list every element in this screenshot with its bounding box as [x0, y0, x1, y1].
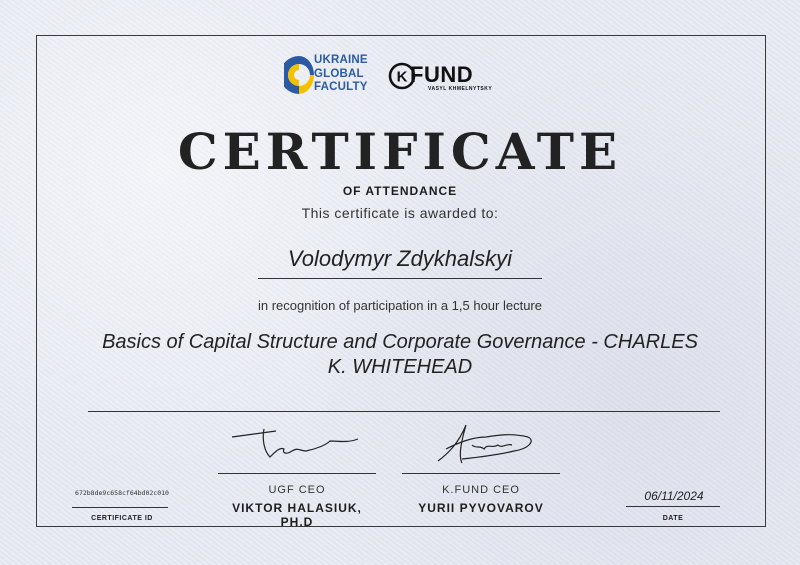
certificate-id-label: CERTIFICATE ID — [91, 515, 153, 522]
kfund-logo — [388, 60, 498, 96]
ugf-logo-line1: UKRAINE — [314, 54, 368, 66]
certificate-border — [36, 35, 766, 527]
signature-kfund-icon — [402, 415, 560, 475]
recipient-underline — [258, 278, 542, 279]
ukraine-global-faculty-logo — [284, 50, 384, 100]
signature-line-ugf — [218, 473, 376, 474]
certificate-id-value: 672b8de9c658cf64bd02c010 — [75, 489, 169, 497]
kfund-subtitle: VASYL KHMELNYTSKY — [428, 86, 493, 92]
lecture-title: Basics of Capital Structure and Corporate Governance - CHARLES K. WHITEHEAD — [102, 331, 698, 378]
logo-bar — [0, 50, 800, 100]
date-value: 06/11/2024 — [644, 489, 704, 503]
ugf-logo-line2: GLOBAL — [314, 67, 364, 80]
divider — [88, 411, 720, 412]
date-label: DATE — [662, 515, 684, 522]
awarded-text: This certificate is awarded to: — [301, 205, 499, 221]
signatory-role-ugf: UGF CEO — [268, 484, 326, 496]
signature-ugf-icon — [218, 415, 376, 475]
signature-block-ugf — [218, 415, 376, 529]
signatory-name-kfund: YURII PYVOVAROV — [418, 501, 544, 515]
recognition-text: in recognition of participation in a 1,5 hour lecture — [257, 298, 542, 313]
certificate-subtitle: OF ATTENDANCE — [342, 184, 458, 198]
ugf-emblem-icon — [284, 53, 314, 95]
certificate-id-line — [72, 507, 168, 508]
kfund-mark: K — [396, 68, 408, 86]
certificate-title: CERTIFICATE — [177, 122, 623, 181]
signature-block-kfund — [402, 415, 560, 515]
signatory-role-kfund: K.FUND CEO — [442, 484, 520, 496]
signature-line-kfund — [402, 473, 560, 474]
date-line — [626, 506, 720, 507]
signatory-name-ugf: VIKTOR HALASIUK, PH.D — [232, 501, 362, 529]
kfund-name: FUND — [410, 62, 474, 87]
recipient-name: Volodymyr Zdykhalskyi — [287, 246, 513, 271]
ugf-logo-line3: FACULTY — [314, 81, 368, 93]
